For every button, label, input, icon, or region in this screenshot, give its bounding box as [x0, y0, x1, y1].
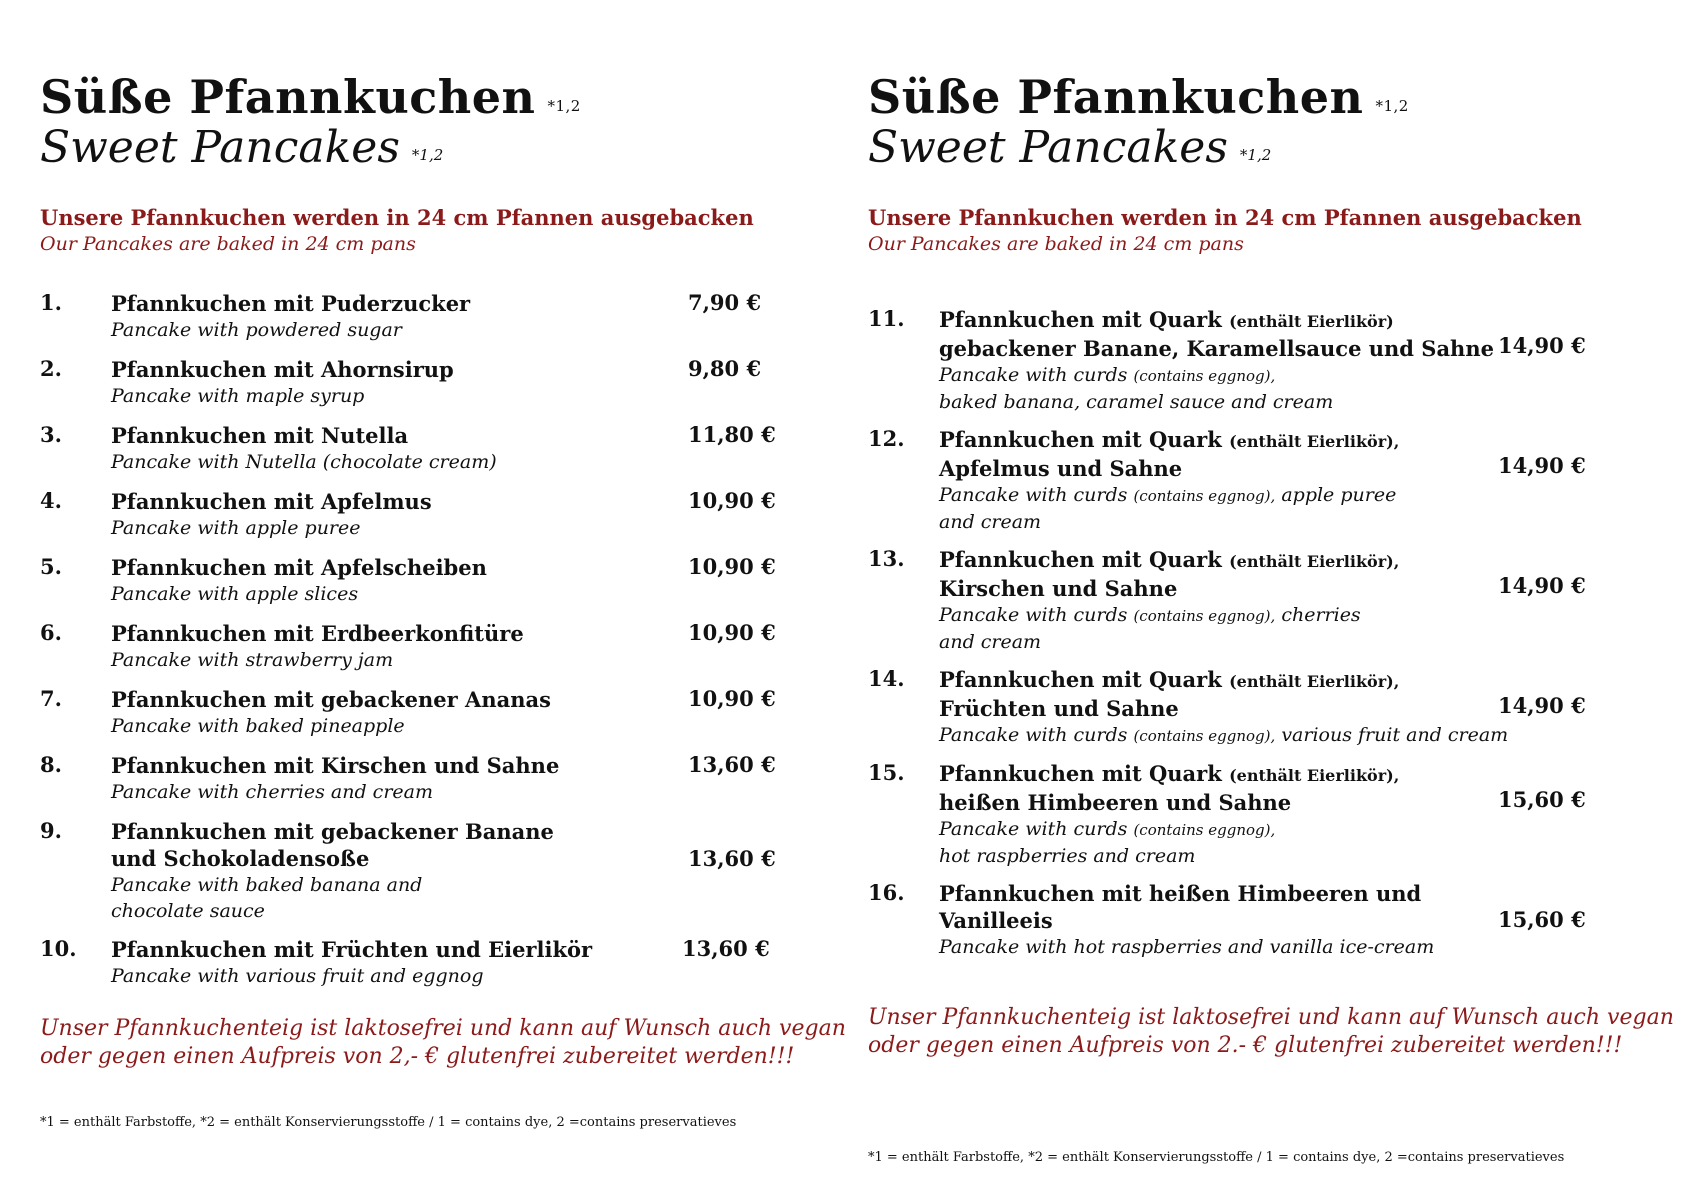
item-number: 9. — [40, 818, 62, 843]
item-description: Pancake with powdered sugar — [111, 319, 402, 341]
item-name: Pfannkuchen mit Kirschen und Sahne — [111, 753, 560, 778]
item-description-line2: chocolate sauce — [111, 900, 265, 922]
item-number: 13. — [868, 546, 905, 571]
item-name-line2: Apfelmus und Sahne — [939, 456, 1183, 481]
item-price: 13,60 € — [682, 936, 770, 961]
page-title-de: Süße Pfannkuchen *1,2 — [40, 70, 581, 124]
page-title-en: Sweet Pancakes *1,2 — [40, 122, 444, 173]
item-name: Pfannkuchen mit Apfelscheiben — [111, 555, 487, 580]
item-number: 14. — [868, 666, 905, 691]
item-number: 4. — [40, 488, 62, 513]
item-name: Pfannkuchen mit gebackener Banane — [111, 819, 554, 844]
item-number: 8. — [40, 752, 62, 777]
item-number: 11. — [868, 306, 905, 331]
allergen-marker: *1,2 — [411, 146, 444, 164]
item-price: 13,60 € — [688, 846, 776, 871]
item-price: 14,90 € — [1498, 333, 1586, 358]
item-description: Pancake with curds (contains eggnog), cherries — [939, 604, 1361, 626]
item-price: 9,80 € — [688, 356, 762, 381]
allergen-marker: *1,2 — [1375, 97, 1409, 115]
item-price: 10,90 € — [688, 488, 776, 513]
item-name: Pfannkuchen mit heißen Himbeeren und — [939, 881, 1422, 906]
item-number: 10. — [40, 936, 77, 961]
item-name: Pfannkuchen mit Erdbeerkonfitüre — [111, 621, 524, 646]
item-description: Pancake with apple slices — [111, 583, 359, 605]
item-name: Pfannkuchen mit Apfelmus — [111, 489, 432, 514]
item-name-line2: Früchten und Sahne — [939, 696, 1179, 721]
footnote: *1 = enthält Farbstoffe, *2 = enthält Konservierungsstoffe / 1 = contains dye, 2 =contains preservatieves — [40, 1115, 737, 1130]
item-number: 16. — [868, 880, 905, 905]
page-title-de: Süße Pfannkuchen *1,2 — [868, 70, 1409, 124]
subtitle-en: Our Pancakes are baked in 24 cm pans — [40, 233, 416, 255]
item-name: Pfannkuchen mit Ahornsirup — [111, 357, 454, 382]
item-price: 10,90 € — [688, 554, 776, 579]
item-description: Pancake with curds (contains eggnog), various fruit and cream — [939, 724, 1509, 746]
item-number: 3. — [40, 422, 62, 447]
item-description: Pancake with various fruit and eggnog — [111, 965, 484, 987]
item-number: 15. — [868, 760, 905, 785]
item-name: Pfannkuchen mit Früchten und Eierlikör — [111, 937, 593, 962]
item-name-line2: Vanilleeis — [939, 908, 1053, 933]
item-name-line2: heißen Himbeeren und Sahne — [939, 790, 1292, 815]
item-description: Pancake with hot raspberries and vanilla ice-cream — [939, 936, 1435, 958]
item-number: 5. — [40, 554, 62, 579]
item-name: Pfannkuchen mit Quark (enthält Eierlikör), — [939, 761, 1400, 786]
item-description-line2: baked banana, caramel sauce and cream — [939, 391, 1334, 413]
dough-note: Unser Pfannkuchenteig ist laktosefrei und kann auf Wunsch auch vegan oder gegen einen Aufpreis von 2.- € glutenfrei zubereitet werden!!! — [868, 1005, 1674, 1058]
item-number: 1. — [40, 290, 62, 315]
item-price: 15,60 € — [1498, 907, 1586, 932]
item-number: 12. — [868, 426, 905, 451]
item-description: Pancake with curds (contains eggnog), — [939, 364, 1276, 386]
page-title-en: Sweet Pancakes *1,2 — [868, 122, 1272, 173]
item-number: 2. — [40, 356, 62, 381]
item-name: Pfannkuchen mit Quark (enthält Eierlikör), — [939, 427, 1400, 452]
item-price: 15,60 € — [1498, 787, 1586, 812]
footnote: *1 = enthält Farbstoffe, *2 = enthält Konservierungsstoffe / 1 = contains dye, 2 =contains preservatieves — [868, 1150, 1565, 1165]
item-description: Pancake with curds (contains eggnog), — [939, 818, 1276, 840]
item-name: Pfannkuchen mit Quark (enthält Eierlikör) — [939, 307, 1394, 332]
item-name-line2: und Schokoladensoße — [111, 846, 370, 871]
item-price: 14,90 € — [1498, 573, 1586, 598]
item-description: Pancake with baked pineapple — [111, 715, 405, 737]
item-price: 13,60 € — [688, 752, 776, 777]
item-description: Pancake with maple syrup — [111, 385, 365, 407]
item-name: Pfannkuchen mit Quark (enthält Eierlikör), — [939, 547, 1400, 572]
item-price: 10,90 € — [688, 686, 776, 711]
item-name-line2: gebackener Banane, Karamellsauce und Sahne — [939, 336, 1494, 361]
item-number: 7. — [40, 686, 62, 711]
dough-note: Unser Pfannkuchenteig ist laktosefrei und kann auf Wunsch auch vegan oder gegen einen Aufpreis von 2,- € glutenfrei zubereitet werden!!! — [40, 1016, 846, 1069]
subtitle-de: Unsere Pfannkuchen werden in 24 cm Pfannen ausgebacken — [868, 205, 1582, 230]
item-price: 14,90 € — [1498, 453, 1586, 478]
item-description: Pancake with apple puree — [111, 517, 361, 539]
subtitle-de: Unsere Pfannkuchen werden in 24 cm Pfannen ausgebacken — [40, 205, 754, 230]
item-name: Pfannkuchen mit Puderzucker — [111, 291, 471, 316]
subtitle-en: Our Pancakes are baked in 24 cm pans — [868, 233, 1244, 255]
item-description-line2: hot raspberries and cream — [939, 845, 1196, 867]
item-name-line2: Kirschen und Sahne — [939, 576, 1178, 601]
item-description: Pancake with baked banana and — [111, 874, 423, 896]
item-description: Pancake with Nutella (chocolate cream) — [111, 451, 497, 473]
item-number: 6. — [40, 620, 62, 645]
item-price: 10,90 € — [688, 620, 776, 645]
item-price: 7,90 € — [688, 290, 762, 315]
item-description: Pancake with cherries and cream — [111, 781, 433, 803]
item-description: Pancake with strawberry jam — [111, 649, 394, 671]
allergen-marker: *1,2 — [1239, 146, 1272, 164]
item-name: Pfannkuchen mit Nutella — [111, 423, 409, 448]
item-description-line2: and cream — [939, 631, 1042, 653]
item-price: 11,80 € — [688, 422, 776, 447]
item-name: Pfannkuchen mit gebackener Ananas — [111, 687, 551, 712]
item-name: Pfannkuchen mit Quark (enthält Eierlikör), — [939, 667, 1400, 692]
item-price: 14,90 € — [1498, 693, 1586, 718]
item-description-line2: and cream — [939, 511, 1042, 533]
allergen-marker: *1,2 — [547, 97, 581, 115]
item-description: Pancake with curds (contains eggnog), apple puree — [939, 484, 1397, 506]
